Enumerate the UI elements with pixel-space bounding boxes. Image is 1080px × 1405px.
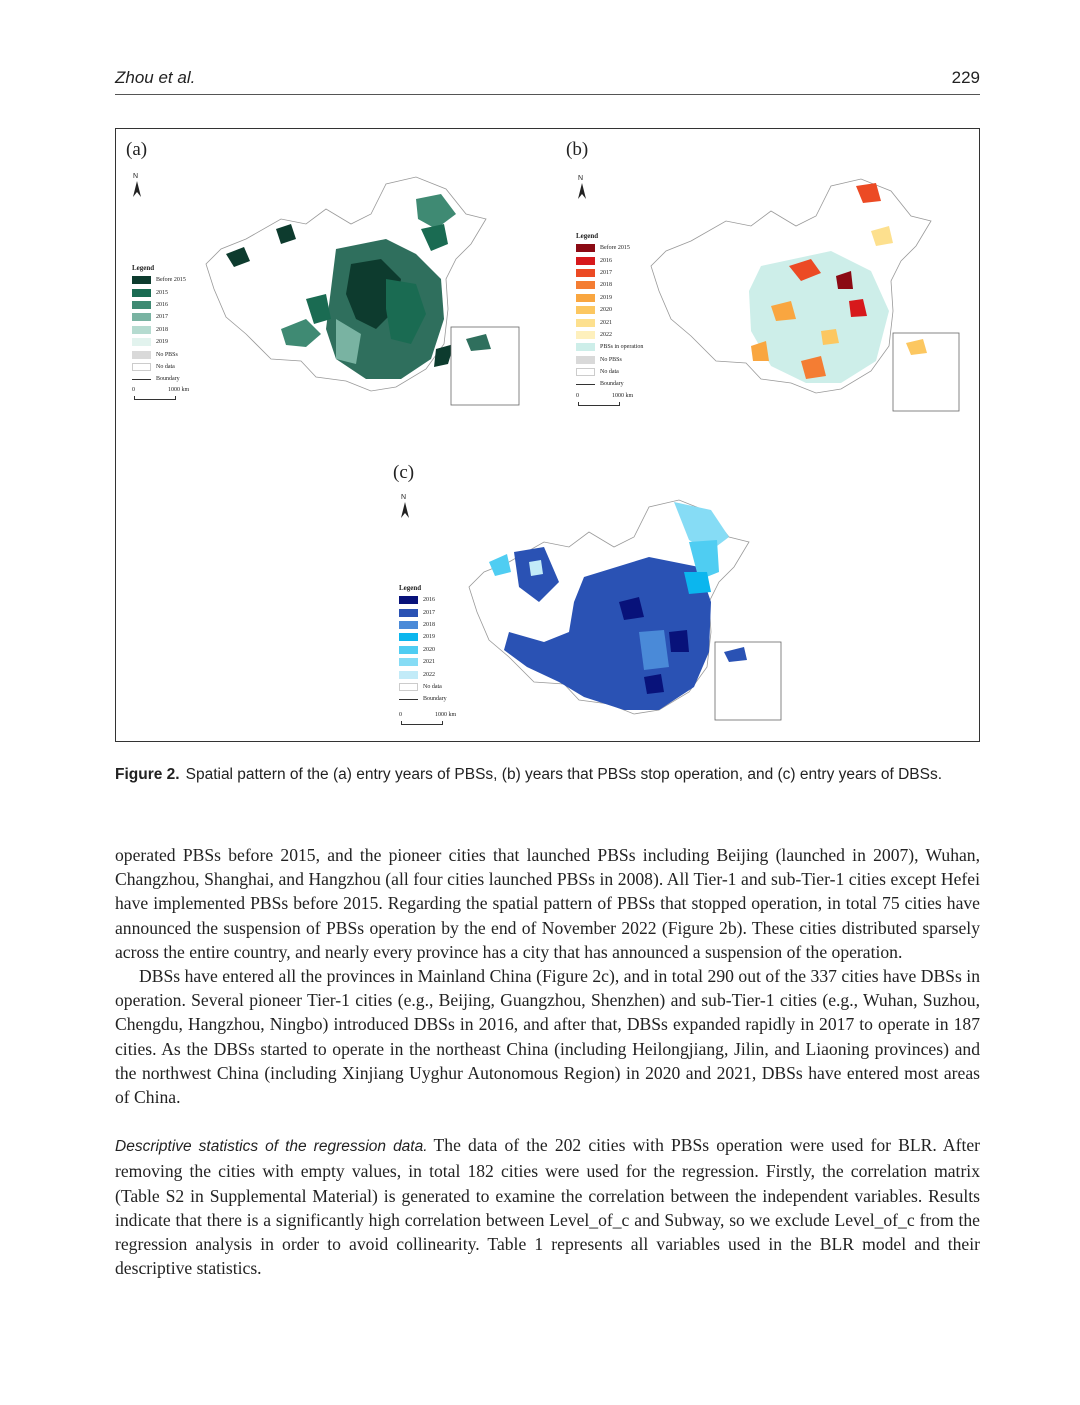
legend-item: 2015: [132, 286, 186, 298]
legend-c: [399, 584, 447, 706]
north-arrow-icon: [130, 173, 144, 199]
legend-item: No data: [132, 361, 186, 373]
legend-title: Legend: [399, 584, 422, 592]
figure-2: [115, 128, 980, 742]
paragraph: operated PBSs before 2015, and the pioneer cities that launched PBSs including Beijing (launched in 2007), Wuhan, Changzhou, Shanghai, and Hangzhou (all four cities launched PBSs in 2008). All Tier-1 and sub-Tier-1 cities except Hefei have implemented PBSs before 2015. Regarding the spatial pattern of PBSs that stopped operation, in total 75 cities have announced the suspension of PBSs operation by the end of November 2022 (Figure 2b). These cities distributed sparsely across the entire country, and nearly every province has a city that has announced a suspension of the operation.: [115, 845, 980, 962]
legend-item: No PBSs: [132, 348, 186, 360]
legend-item: 2018: [132, 324, 186, 336]
legend-item: 2021: [576, 316, 643, 328]
scale-bar: 0 1000 km: [132, 387, 202, 403]
scale-bar: 0 1000 km: [399, 712, 469, 728]
panel-c-label: (c): [393, 462, 415, 483]
body-text: [115, 843, 980, 1280]
paragraph: DBSs have entered all the provinces in Mainland China (Figure 2c), and in total 290 out of the 337 cities have DBSs in operation. Several pioneer Tier-1 cities (e.g., Beijing, Guangzhou, Shenzhen) and sub-Tier-1 cities (e.g., Wuhan, Suzhou, Chengdu, Hangzhou, Ningbo) introduced DBSs in 2016, and after that, DBSs expanded rapidly in 2017 to operate in 187 cities. As the DBSs started to operate in the northeast China (including Heilongjiang, Jilin, and Liaoning provinces) and the northwest China (including Xinjiang Uyghur Autonomous Region) in 2020 and 2021, DBSs have entered most areas of China.: [115, 966, 980, 1108]
run-in-heading: Descriptive statistics of the regression data.: [115, 1138, 428, 1156]
north-arrow-icon: [575, 175, 589, 201]
legend-item: 2022: [576, 329, 643, 341]
legend-item: Boundary: [576, 378, 643, 390]
legend-item: Before 2015: [132, 274, 186, 286]
panel-b-label: (b): [566, 139, 589, 160]
legend-item: No data: [576, 366, 643, 378]
legend-item: 2016: [399, 594, 447, 606]
china-map-b: [631, 171, 976, 416]
legend-item: No PBSs: [576, 354, 643, 366]
figure-caption-label: Figure 2.: [115, 766, 180, 783]
legend-item: 2020: [576, 304, 643, 316]
legend-item: 2016: [576, 254, 643, 266]
china-map-c: [449, 492, 799, 737]
scale-bar: 0 1000 km: [576, 393, 646, 409]
legend-title: Legend: [132, 264, 155, 272]
legend-item: 2022: [399, 668, 447, 680]
north-label: N: [401, 494, 407, 501]
legend-item: 2019: [132, 336, 186, 348]
legend-item: 2016: [132, 299, 186, 311]
china-map-a: [186, 169, 536, 414]
north-label: N: [578, 175, 584, 182]
running-header: [115, 66, 980, 95]
north-arrow-icon: [398, 494, 412, 520]
legend-item: 2017: [132, 311, 186, 323]
legend-item: 2017: [399, 606, 447, 618]
legend-item: 2018: [576, 279, 643, 291]
legend-a: [132, 264, 186, 386]
legend-item: 2019: [576, 292, 643, 304]
page-number: 229: [951, 68, 980, 87]
running-header-authors: Zhou et al.: [115, 68, 196, 87]
paragraph: [115, 1133, 980, 1280]
legend-item: 2020: [399, 644, 447, 656]
legend-item: Before 2015: [576, 242, 643, 254]
legend-item: Boundary: [399, 693, 447, 705]
panel-c: [381, 454, 801, 739]
panel-a: [116, 129, 546, 419]
legend-item: 2018: [399, 619, 447, 631]
paragraph-text: The data of the 202 cities with PBSs operation were used for BLR. After removing the cities with empty values, in total 182 cities were used for the regression. Firstly, the correlation matrix (Table S2 in Supplemental Material) is generated to examine the correlation between the independent variables. Results indicate that there is a significantly high correlation between Level_of_c and Subway, so we exclude Level_of_c from the regression analysis in order to avoid collinearity. Table 1 represents all variables used in the BLR model and their descriptive statistics.: [115, 1135, 980, 1279]
legend-item: PBSs in operation: [576, 341, 643, 353]
figure-caption: [115, 764, 980, 785]
panel-a-label: (a): [126, 139, 148, 160]
panel-b: [556, 129, 979, 419]
legend-item: No data: [399, 681, 447, 693]
figure-caption-text: Spatial pattern of the (a) entry years of PBSs, (b) years that PBSs stop operation, and (c) entry years of DBSs.: [185, 766, 943, 783]
legend-item: 2021: [399, 656, 447, 668]
north-label: N: [133, 173, 139, 180]
legend-title: Legend: [576, 232, 599, 240]
legend-item: 2017: [576, 267, 643, 279]
legend-item: 2019: [399, 631, 447, 643]
legend-item: Boundary: [132, 373, 186, 385]
